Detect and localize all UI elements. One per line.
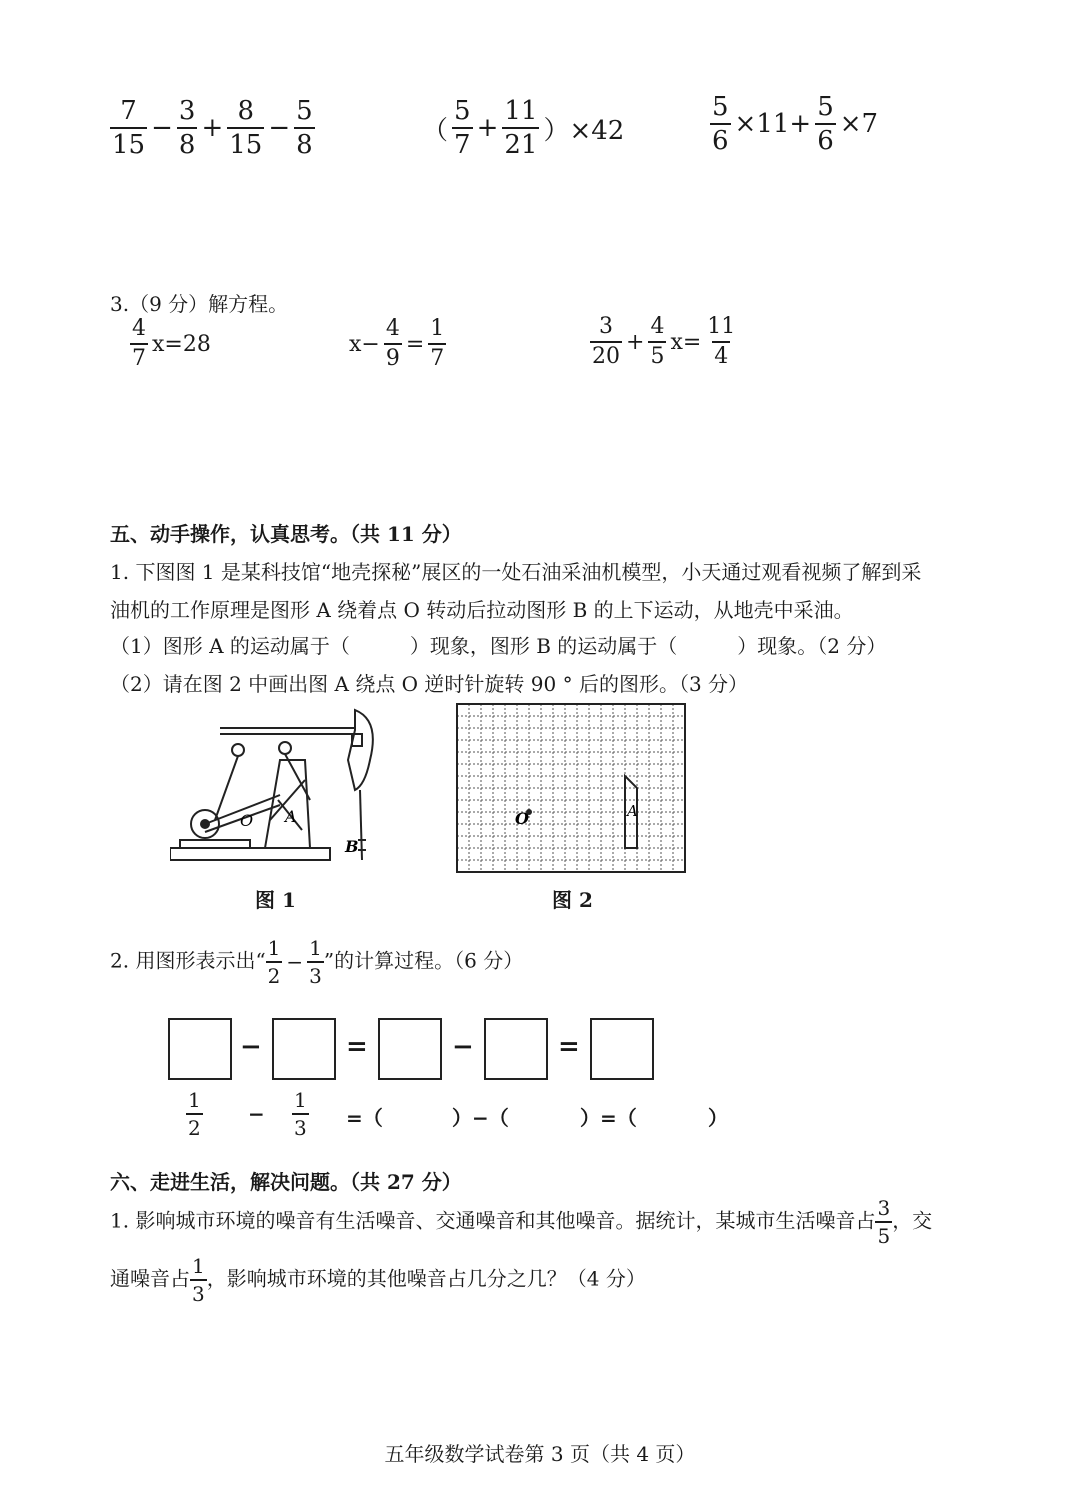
figure-1-oil-pump bbox=[170, 700, 390, 880]
section-5-title: 五、动手操作，认真思考。（共 11 分） bbox=[110, 522, 462, 546]
box-op-2: = bbox=[346, 1032, 368, 1062]
equation-1: $\frac{4}{7}$ x=28 bbox=[132, 316, 211, 371]
figure-1-caption: 图 1 bbox=[255, 888, 296, 912]
calc-expression-1: $\frac{7}{15}$ − $\frac{3}{8}$ + $\frac{8}{15}$ − $\frac{5}{8}$ bbox=[112, 96, 313, 160]
calc-expression-2: （ $\frac{5}{7}$ + $\frac{11}{21}$ ）×42 bbox=[422, 96, 625, 160]
s5-q2: （2）请在图 2 中画出图 A 绕点 O 逆时针旋转 90 ° 后的图形。（3 分） bbox=[110, 672, 749, 696]
fig1-label-b: B bbox=[345, 837, 359, 856]
s5-q2-prompt: 2. 用图形表示出“ $\frac{1}{2}$ − $\frac{1}{3}$ ”的计算过程。（6 分） bbox=[110, 936, 524, 988]
equation-2: x− $\frac{4}{9}$ = $\frac{1}{7}$ bbox=[349, 316, 445, 371]
box-op-3: − bbox=[452, 1032, 474, 1062]
row-end: ） bbox=[708, 1106, 728, 1130]
box-result-1[interactable] bbox=[378, 1018, 442, 1080]
calc-expression-3: $\frac{5}{6}$ ×11+ $\frac{5}{6}$ ×7 bbox=[712, 92, 879, 156]
s6-q1-line1: 1. 影响城市环境的噪音有生活噪音、交通噪音和其他噪音。据统计，某城市生活噪音占 $\frac{3}{5}$ ，交 bbox=[110, 1196, 933, 1248]
box-third[interactable] bbox=[272, 1018, 336, 1080]
fig2-label-a: A bbox=[627, 802, 638, 820]
equation-3: $\frac{3}{20}$ + $\frac{4}{5}$ x= $\frac{11}{4}$ bbox=[592, 314, 736, 369]
fig2-label-o: O bbox=[515, 809, 529, 828]
figure-2-caption: 图 2 bbox=[552, 888, 593, 912]
fig1-label-a: A bbox=[285, 807, 297, 826]
page-footer: 五年级数学试卷第 3 页（共 4 页） bbox=[384, 1442, 696, 1466]
box-op-4: = bbox=[558, 1032, 580, 1062]
row-frac-2: $\frac{1}{3}$ bbox=[294, 1088, 307, 1140]
s5-p1-line2: 油机的工作原理是图形 A 绕着点 O 转动后拉动图形 B 的上下运动，从地壳中采油。 bbox=[110, 598, 854, 622]
box-op-1: − bbox=[240, 1032, 262, 1062]
s5-p1-line1: 1. 下图图 1 是某科技馆“地壳探秘”展区的一处石油采油机模型，小天通过观看视频了解到采 bbox=[110, 560, 922, 584]
row-op-1: − bbox=[248, 1102, 265, 1126]
row-gap-2: ）=（ bbox=[580, 1106, 637, 1130]
box-result-2[interactable] bbox=[484, 1018, 548, 1080]
q3-title: 3.（9 分）解方程。 bbox=[110, 292, 289, 316]
s5-q1: （1）图形 A 的运动属于（ ）现象，图形 B 的运动属于（ ）现象。（2 分） bbox=[110, 634, 887, 658]
section-6-title: 六、走进生活，解决问题。（共 27 分） bbox=[110, 1170, 462, 1194]
box-final[interactable] bbox=[590, 1018, 654, 1080]
row-frac-1: $\frac{1}{2}$ bbox=[188, 1088, 201, 1140]
row-gap-1: ）−（ bbox=[452, 1106, 509, 1130]
box-half[interactable] bbox=[168, 1018, 232, 1080]
row-eq-1: =（ bbox=[346, 1106, 383, 1130]
figure-2-grid bbox=[455, 702, 687, 874]
fig1-label-o: O bbox=[240, 811, 254, 830]
s6-q1-line2: 通噪音占 $\frac{1}{3}$ ，影响城市环境的其他噪音占几分之几？（4 分） bbox=[110, 1254, 646, 1306]
